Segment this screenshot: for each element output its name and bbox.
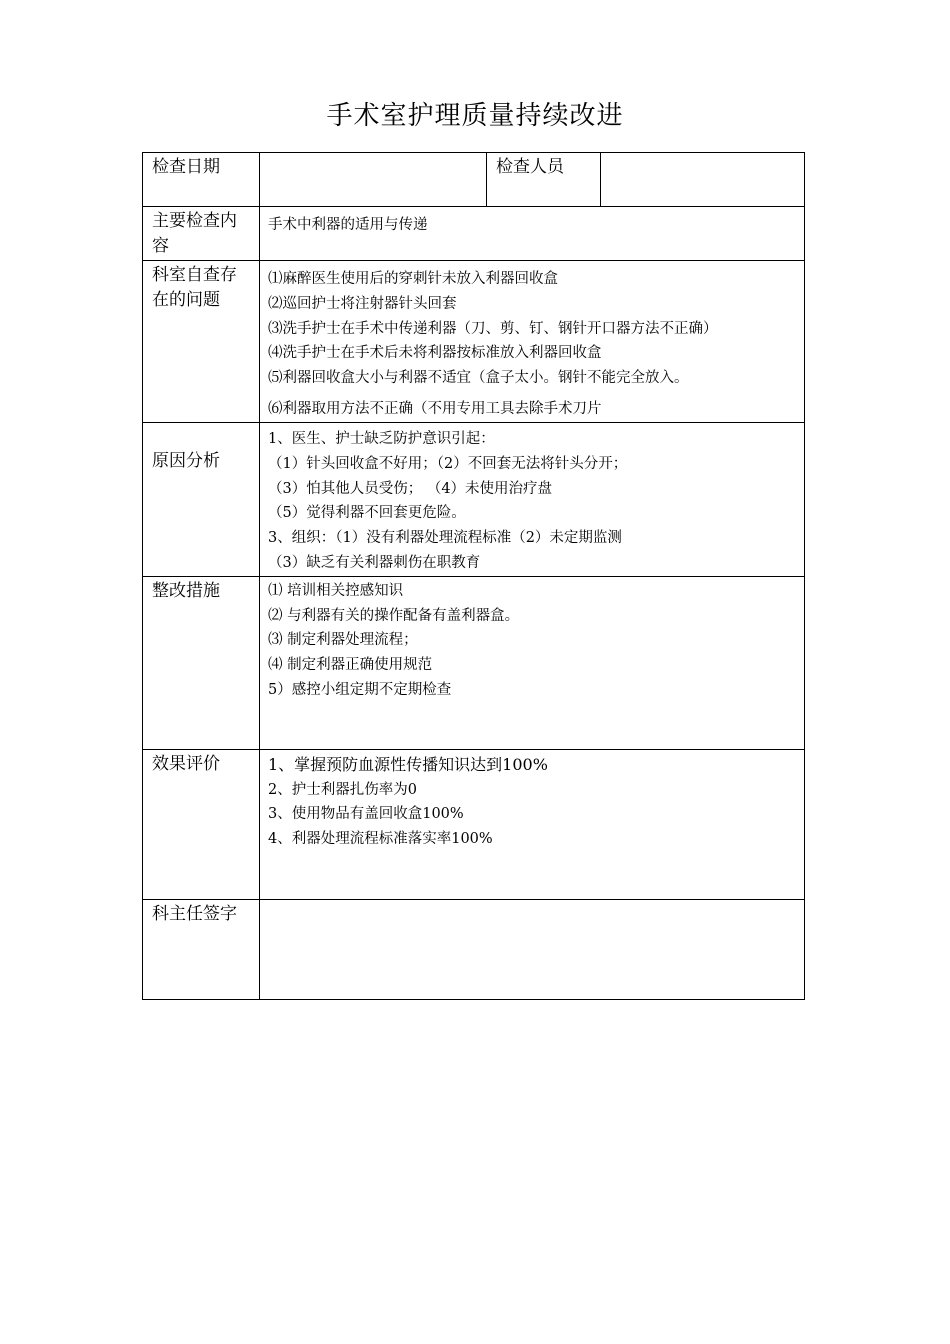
issues-row	[143, 261, 805, 423]
evaluation-list	[260, 749, 805, 899]
issues-label: 科室自查存在的问题	[143, 261, 260, 423]
page-title: 手术室护理质量持续改进	[326, 101, 624, 131]
date-label: 检查日期	[143, 153, 260, 207]
main-content-row	[143, 207, 805, 261]
main-content-line: 手术中利器的适用与传递	[268, 217, 428, 233]
evaluation-item: 1、掌握预防血源性传播知识达到100%	[268, 754, 548, 774]
inspector-field[interactable]	[601, 153, 805, 207]
cause-item: 3、组织：（1）没有利器处理流程标准（2）未定期监测	[268, 530, 622, 547]
evaluation-item: 4、利器处理流程标准落实率100%	[268, 831, 493, 848]
issue-item: ⑶洗手护士在手术中传递利器（刀、剪、钉、钢针开口器方法不正确）	[268, 320, 718, 337]
evaluation-label: 效果评价	[143, 749, 260, 899]
signature-field[interactable]	[260, 899, 805, 999]
quality-improvement-table	[142, 152, 805, 1000]
issue-item: ⑸利器回收盒大小与利器不适宜（盒子太小。钢针不能完全放入。	[268, 370, 689, 387]
issue-item: ⑹利器取用方法不正确（不用专用工具去除手术刀片	[268, 400, 602, 417]
cause-item: （3）缺乏有关利器刺伤在职教育	[268, 554, 481, 571]
signature-label: 科主任签字	[143, 899, 260, 999]
issue-item: ⑷洗手护士在手术后未将利器按标准放入利器回收盒	[268, 345, 602, 362]
issue-item: ⑵巡回护士将注射器针头回套	[268, 295, 457, 312]
header-row	[143, 153, 805, 207]
issues-list	[260, 261, 805, 423]
main-content-value	[260, 207, 805, 261]
cause-item: （1）针头回收盒不好用；（2）不回套无法将针头分开；	[268, 455, 628, 472]
measures-list	[260, 576, 805, 749]
causes-row	[143, 423, 805, 577]
signature-row	[143, 899, 805, 999]
evaluation-item: 3、使用物品有盖回收盒100%	[268, 806, 464, 823]
measures-label: 整改措施	[143, 576, 260, 749]
causes-list	[260, 423, 805, 577]
measure-item: ⑴ 培训相关控感知识	[268, 582, 404, 599]
measure-item: ⑵ 与利器有关的操作配备有盖利器盒。	[268, 607, 520, 624]
issue-item: ⑴麻醉医生使用后的穿刺针未放入利器回收盒	[268, 271, 558, 287]
measure-item: ⑶ 制定利器处理流程；	[268, 632, 418, 649]
cause-item: 1、医生、护士缺乏防护意识引起：	[268, 431, 495, 447]
measures-row	[143, 576, 805, 749]
evaluation-row	[143, 749, 805, 899]
evaluation-item: 2、护士利器扎伤率为0	[268, 781, 417, 798]
inspector-label: 检查人员	[487, 153, 601, 207]
cause-item: （3）怕其他人员受伤； （4）未使用治疗盘	[268, 480, 553, 497]
measure-item: ⑷ 制定利器正确使用规范	[268, 657, 433, 674]
causes-label: 原因分析	[143, 423, 260, 577]
main-content-label: 主要检查内容	[143, 207, 260, 261]
measure-item: 5）感控小组定期不定期检查	[268, 681, 452, 698]
date-field[interactable]	[260, 153, 487, 207]
cause-item: （5）觉得利器不回套更危险。	[268, 505, 466, 522]
